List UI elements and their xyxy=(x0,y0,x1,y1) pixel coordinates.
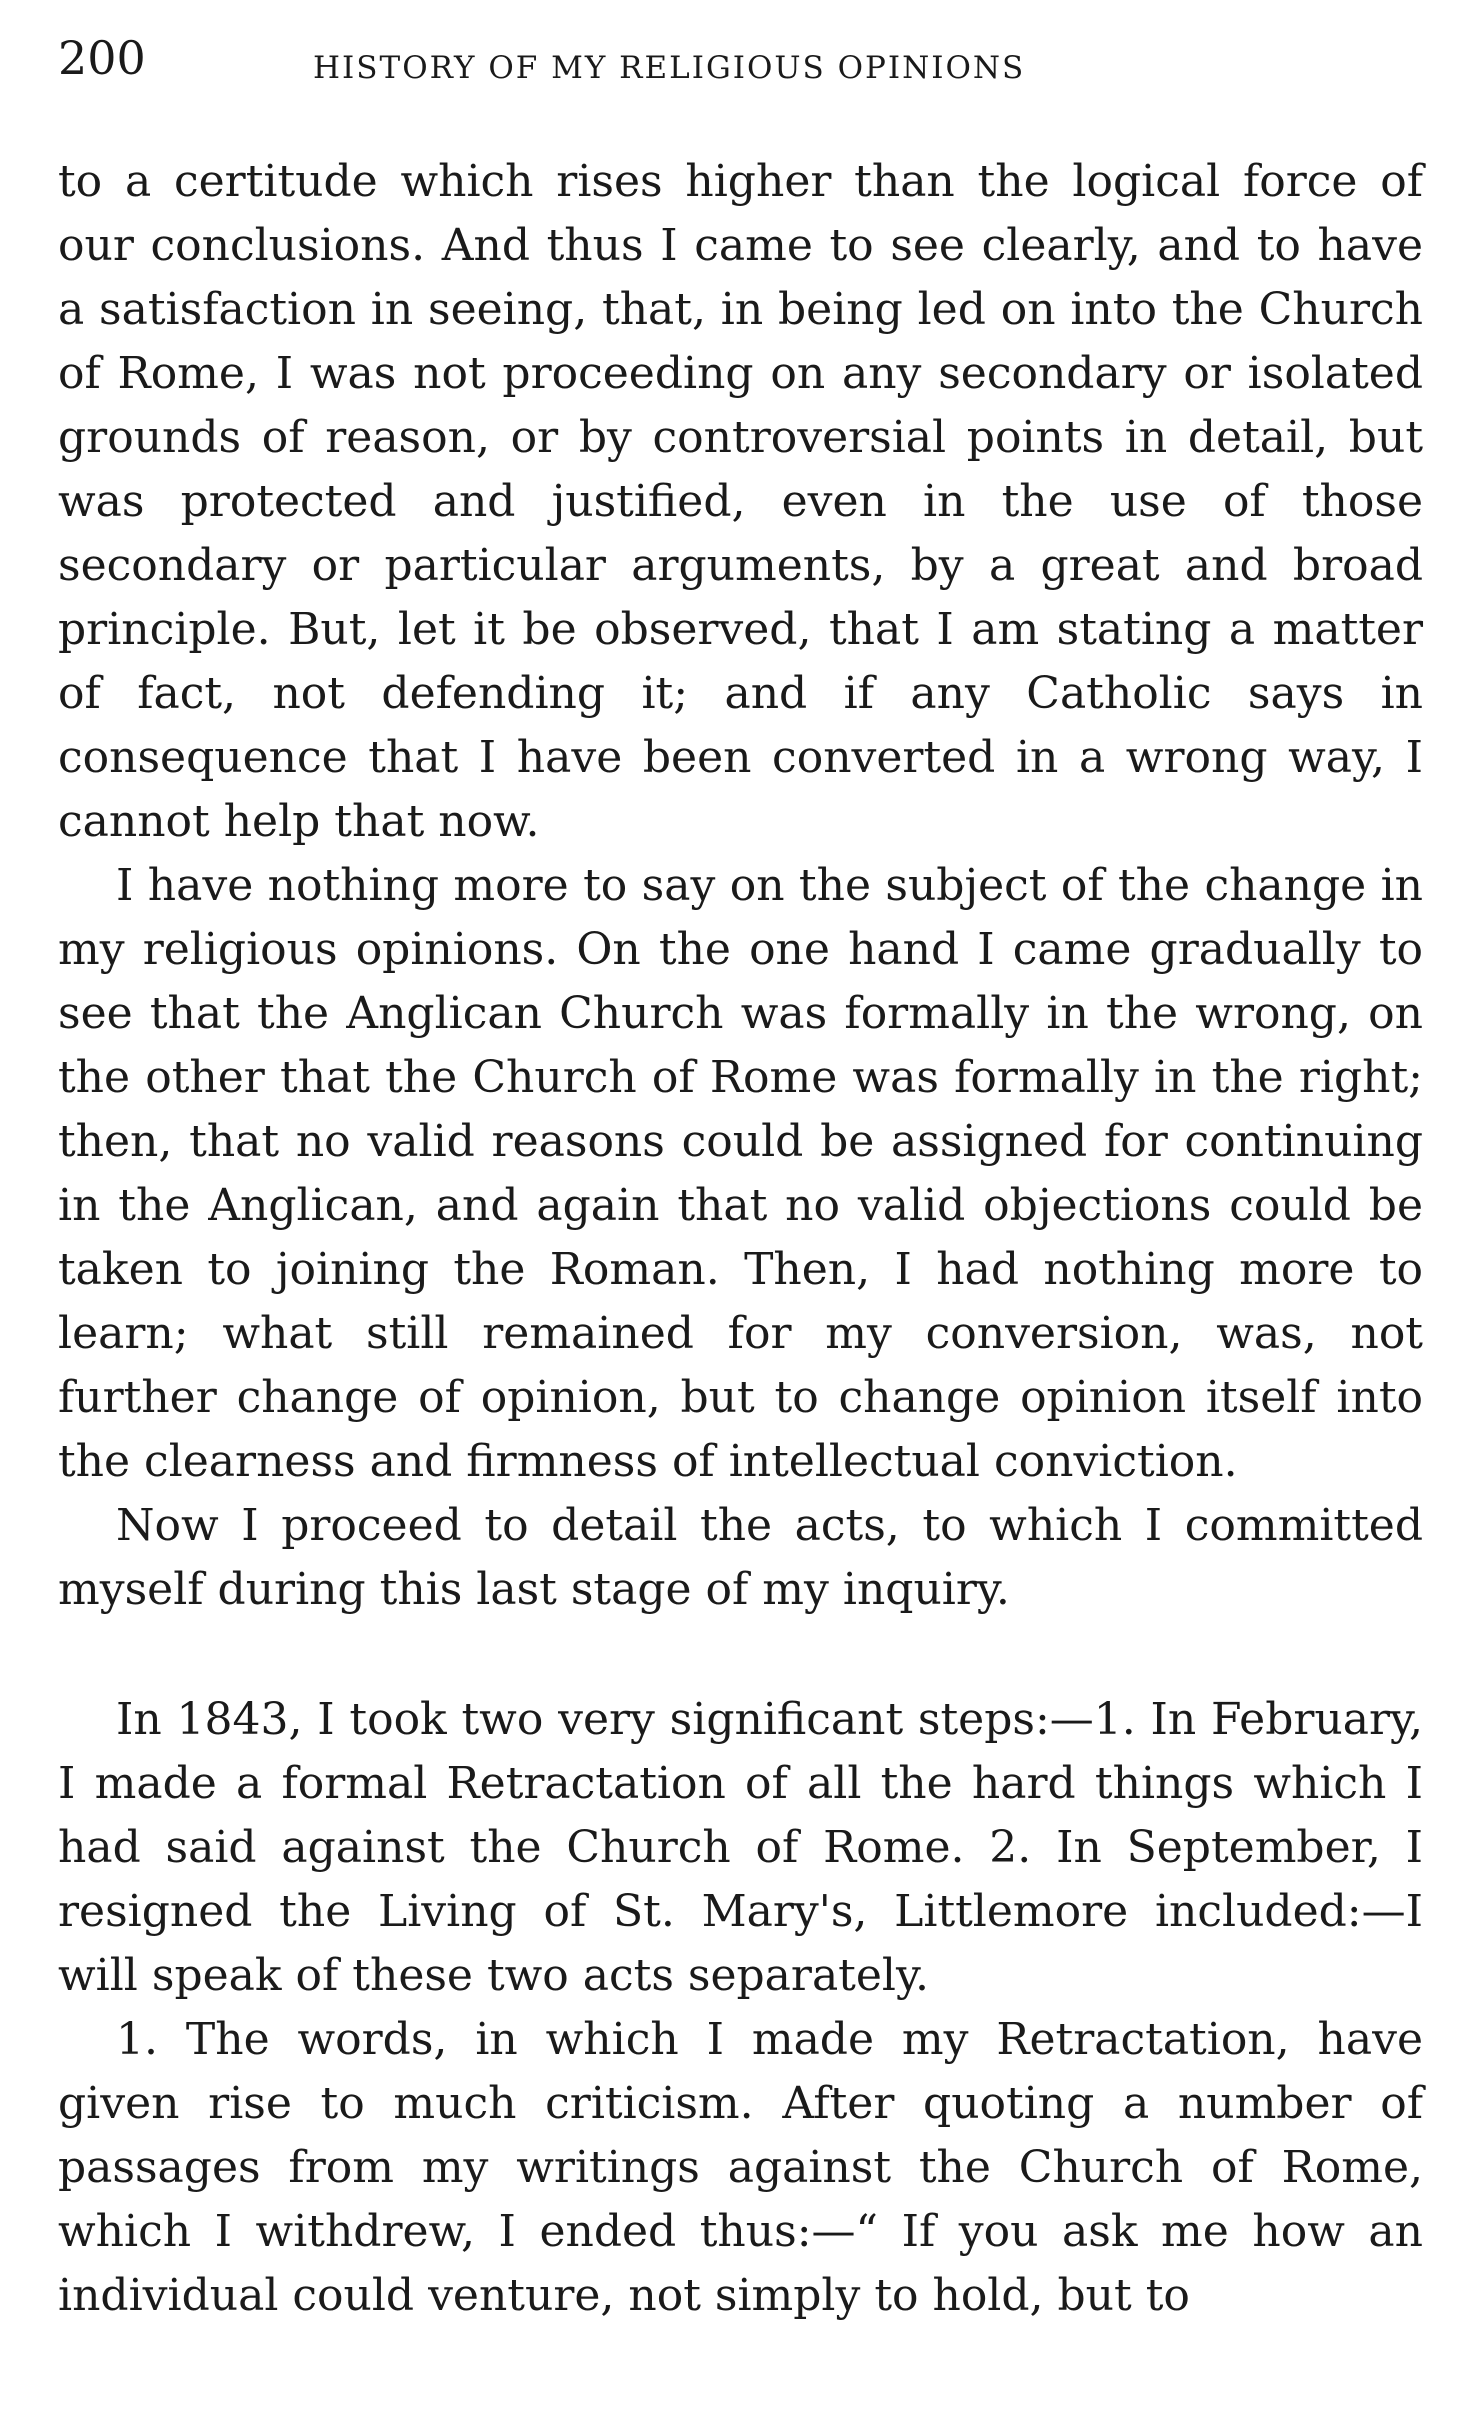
paragraph-proceed-to-acts: Now I proceed to detail the acts, to which I committed myself during this last stage of my inquiry. xyxy=(58,1500,1423,1615)
body-text xyxy=(58,150,1423,2328)
paragraph-change-of-opinions: I have nothing more to say on the subject of the change in my religious opinions. On the one hand I came gradually to see that the Anglican Church was formally in the wrong, on the other that the Church of Rome was formally in the right; then, that no valid reasons could be assigned for continuing in the Anglican, and again that no valid objections could be taken to joining the Roman. Then, I had nothing more to learn; what still remained for my conversion, was, not further change of opinion, but to change opinion itself into the clearness and firmness of intellectual conviction. xyxy=(58,860,1423,1487)
paragraph-1843-steps: In 1843, I took two very significant steps:—1. In February, I made a formal Retractation of all the hard things which I had said against the Church of Rome. 2. In September, I resigned the Living of St. Mary's, Littlemore included:—I will speak of these two acts separately. xyxy=(58,1694,1423,2001)
running-head xyxy=(58,0,1423,150)
paragraph-retractation: 1. The words, in which I made my Retractation, have given rise to much criticism. After quoting a number of passages from my writings against the Church of Rome, which I withdrew, I ended thus:—“ If you ask me how an individual could venture, not simply to hold, but to xyxy=(58,2014,1423,2321)
running-title: HISTORY OF MY RELIGIOUS OPINIONS xyxy=(313,50,1026,86)
paragraph-continued: to a certitude which rises higher than the logical force of our conclusions. And thus I came to see clearly, and to have a satisfaction in seeing, that, in being led on into the Church of Rome, I was not proceeding on any secondary or isolated grounds of reason, or by controversial points in detail, but was protected and justified, even in the use of those secondary or particular arguments, by a great and broad principle. But, let it be observed, that I am stating a matter of fact, not defending it; and if any Catholic says in consequence that I have been converted in a wrong way, I cannot help that now. xyxy=(58,156,1423,847)
book-page xyxy=(58,0,1423,2328)
page-number: 200 xyxy=(58,31,146,85)
